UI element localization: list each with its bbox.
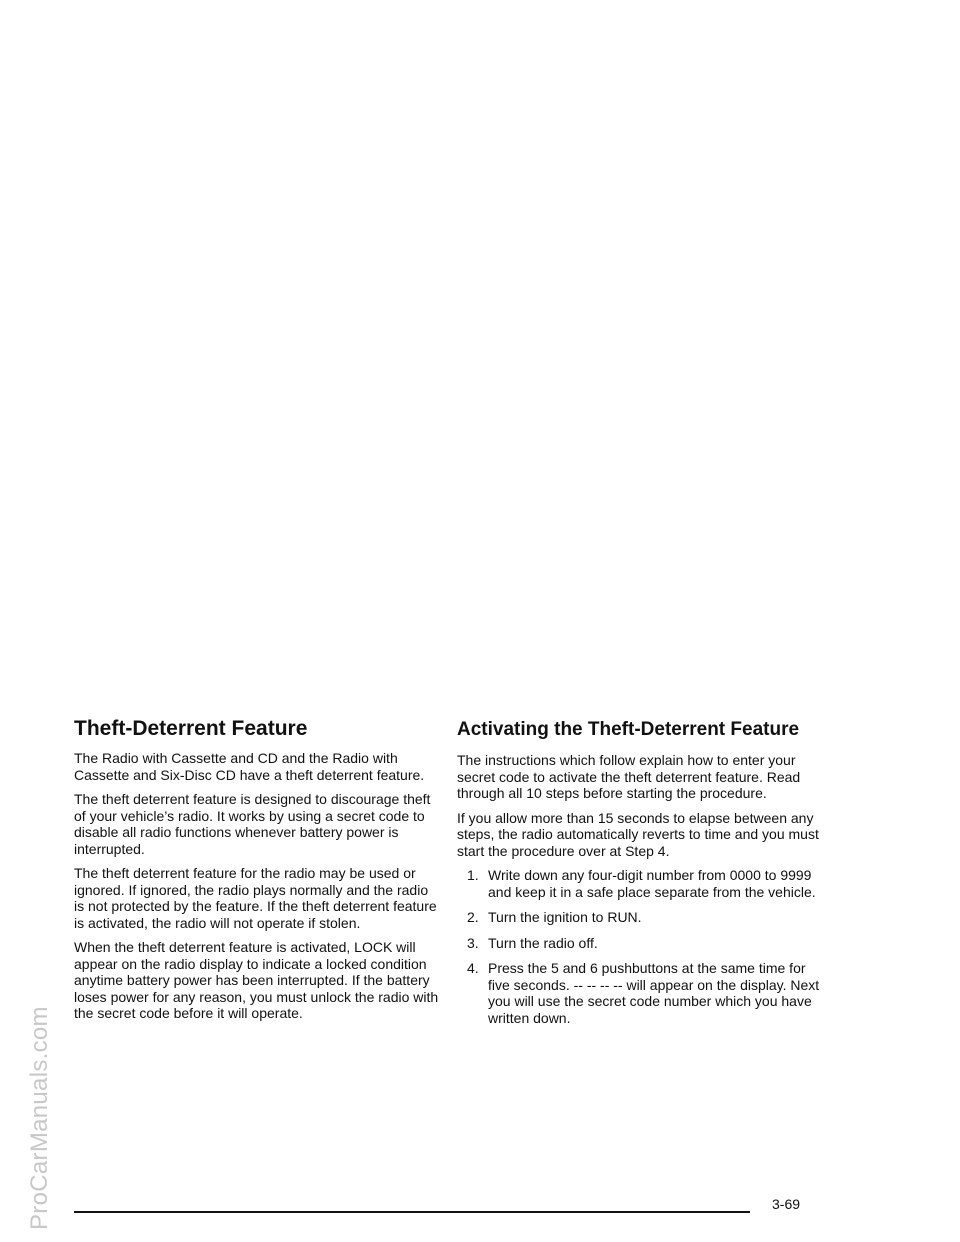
step-number: 1.	[467, 867, 479, 883]
watermark: ProCarManuals.com	[26, 1006, 53, 1230]
section-heading-activating: Activating the Theft-Deterrent Feature	[457, 719, 800, 740]
section-heading-theft-deterrent: Theft-Deterrent Feature	[74, 717, 308, 740]
list-item	[457, 960, 827, 1026]
page-number: 3-69	[772, 1196, 801, 1212]
steps-list	[457, 867, 827, 1026]
paragraph: The Radio with Cassette and CD and the Radio with Cassette and Six-Disc CD have a theft deterrent feature.	[74, 750, 425, 783]
step-text: Press the 5 and 6 pushbuttons at the same time for five seconds. -- -- -- -- will appear on the display. Next you will use the secret code number which you have written down.	[488, 960, 820, 1026]
step-number: 2.	[467, 909, 479, 925]
paragraph: The theft deterrent feature for the radio may be used or ignored. If ignored, the radio plays normally and the radio is not protected by the feature. If the theft deterrent feature is activated, the radio will not operate if stolen.	[74, 865, 437, 931]
step-text: Turn the radio off.	[488, 934, 598, 951]
list-item	[457, 909, 827, 926]
paragraph: The theft deterrent feature is designed to discourage theft of your vehicle’s radio. It works by using a secret code to disable all radio functions whenever battery power is interrupted.	[74, 791, 431, 857]
step-text: Turn the ignition to RUN.	[488, 909, 642, 925]
paragraph: If you allow more than 15 seconds to elapse between any steps, the radio automatically reverts to time and you must start the procedure over at Step 4.	[457, 809, 819, 859]
list-item	[457, 935, 827, 952]
paragraph: When the theft deterrent feature is activated, LOCK will appear on the radio display to indicate a locked condition anytime battery power has been interrupted. If the battery loses power for any reason, you must unlock the radio with the secret code before it will operate.	[74, 939, 439, 1021]
step-number: 3.	[467, 934, 479, 951]
step-number: 4.	[467, 960, 479, 976]
step-text: Write down any four-digit number from 0000 to 9999 and keep it in a safe place separate from the vehicle.	[488, 867, 816, 900]
left-column	[74, 716, 439, 1030]
footer-rule	[74, 1211, 750, 1213]
paragraph: The instructions which follow explain how to enter your secret code to activate the theft deterrent feature. Read through all 10 steps before starting the procedure.	[457, 752, 801, 801]
right-column	[457, 716, 827, 1035]
list-item	[457, 867, 827, 900]
